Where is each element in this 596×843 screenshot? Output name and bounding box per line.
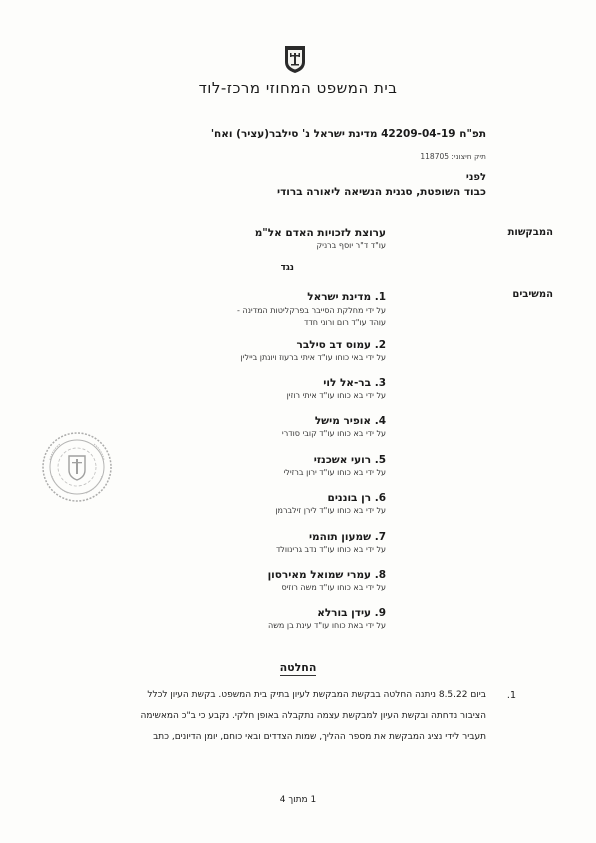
before-label: לפני: [465, 172, 486, 183]
respondent-6-name: 6. רן בוננים: [327, 492, 386, 504]
respondent-1-name: 1. מדינת ישראל: [307, 291, 386, 303]
respondent-1-counsel-2: עוהד עו"ד רום ורוני חדד: [303, 318, 386, 327]
respondent-6-counsel: על ידי בא כוחו עו"ד לירן זילברמן: [275, 506, 386, 515]
respondent-9-counsel: על ידי באת כוחו עו"ד עינת בן משה: [268, 621, 386, 630]
decision-title: החלטה: [279, 661, 317, 674]
respondent-1-counsel: על ידי מחלקת הסייבר בפרקליטות המדינה -: [237, 306, 386, 315]
respondent-8-name: 8. עמרי שמואל מאירסון: [267, 569, 386, 581]
case-number: תיק חיצוני: 118705: [420, 152, 486, 161]
petitioners-role: המבקשות: [507, 227, 553, 238]
versus-label: נגד: [280, 263, 294, 273]
petitioner-name: ערוצת לזכויות האדם אל"מ: [254, 227, 386, 239]
decision-line-2: הציבור נדחתה ובקשת העיון למבקשת עצמה נתקבלה באופן חלקי. נקבע כי ב"כ המאשימה: [140, 711, 486, 721]
respondent-7-counsel: על ידי בא כוחו עו"ד נדב גרינוולד: [275, 545, 386, 554]
respondent-3-counsel: על ידי בא כוחו עו"ד איתי רוזין: [286, 391, 386, 400]
respondent-2-name: 2. עמוס דב סילבר: [296, 339, 386, 351]
respondent-5-counsel: על ידי בא כוחו עו"ד ירון ברזילי: [283, 468, 386, 477]
court-seal-stamp: [40, 430, 114, 504]
respondent-7-name: 7. שמעון תוהמי: [308, 531, 386, 543]
decision-line-1: ביום 8.5.22 ניתנה החלטה בבקשת המבקשת לעיון בתיק בית המשפט. בקשת העיון לכלל: [147, 690, 486, 700]
court-name: בית המשפט המחוזי מרכז-לוד: [198, 79, 398, 97]
judge-name: כבוד השופטת, סגנית הנשיאה ליאורה ברודי: [277, 186, 486, 198]
state-emblem-icon: [283, 44, 307, 74]
respondent-8-counsel: על ידי בא כוחו עו"ד משה רוזיס: [281, 583, 386, 592]
respondent-9-name: 9. עידן בורלא: [317, 607, 386, 619]
case-title: תפ"ח 42209-04-19 מדינת ישראל נ' סילבר(עציר) ואח': [210, 128, 486, 140]
paragraph-number: 1.: [506, 690, 516, 701]
respondent-5-name: 5. רועי אשכנזי: [313, 454, 386, 466]
decision-line-3: תעביר לידי נציג המבקשת את מספר ההליך, שמות הצדדים ובאי כוחם, יומן הדיונים, כתב: [153, 732, 486, 742]
petitioner-counsel: עו"ד ד"ר יוסף ברניק: [316, 241, 386, 250]
respondent-4-name: 4. אופיר מישל: [314, 415, 386, 427]
respondent-4-counsel: על ידי בא כוחו עו"ד קובי סודרי: [281, 429, 386, 438]
page-number: 1 מתוך 4: [279, 795, 317, 805]
respondents-role: המשיבים: [512, 289, 553, 300]
respondent-2-counsel: על ידי באי כוחו עו"ד איתי ברעוז ויונתן ביילין: [240, 353, 386, 362]
respondent-3-name: 3. בר-אל לוי: [323, 377, 386, 389]
